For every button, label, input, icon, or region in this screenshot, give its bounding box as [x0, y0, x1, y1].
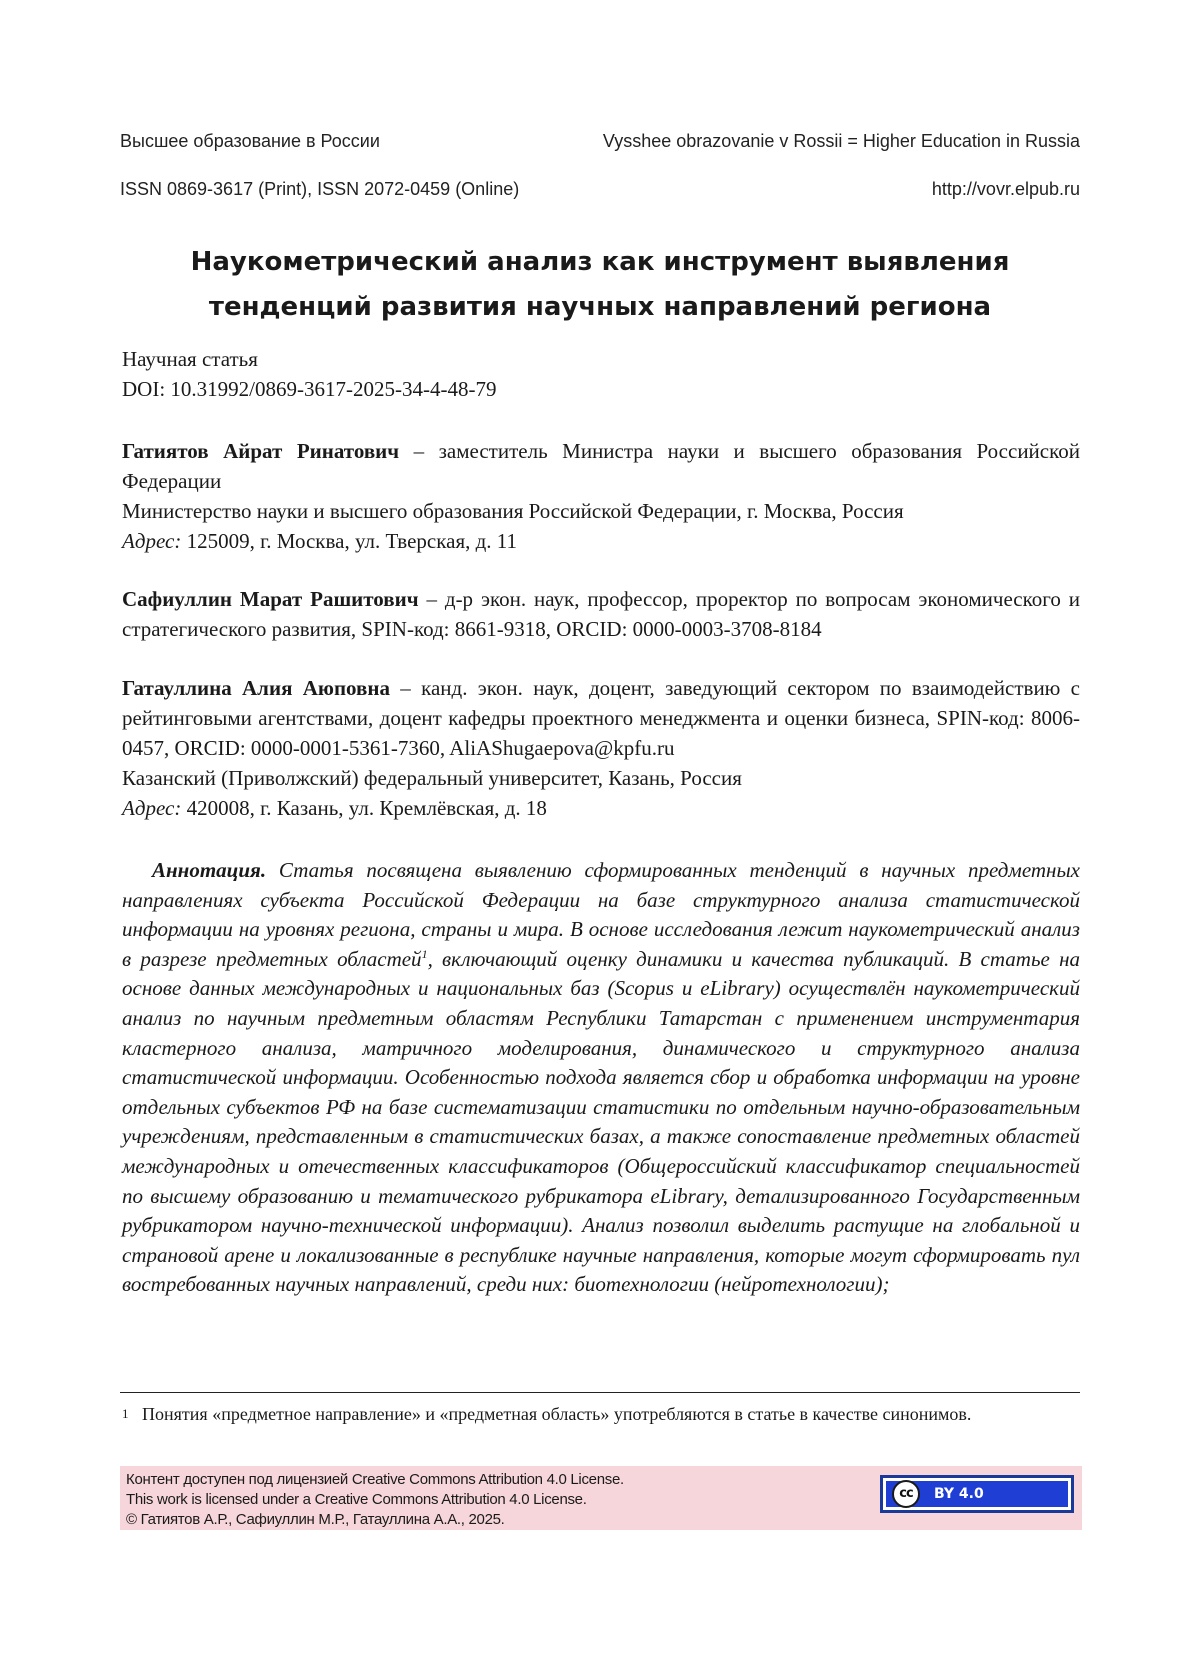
doi-link[interactable]: DOI: 10.31992/0869-3617-2025-34-4-48-79	[122, 377, 497, 401]
author-2-name: Сафиуллин Марат Рашитович	[122, 587, 419, 611]
cc-by-badge[interactable]	[880, 1475, 1074, 1513]
license-text	[126, 1470, 624, 1530]
author-1-name: Гатиятов Айрат Ринатович	[122, 439, 400, 463]
article-type: Научная статья	[122, 347, 258, 371]
license-line-ru: Контент доступен под лицензией Creative Commons Attribution 4.0 License.	[126, 1471, 624, 1488]
footnote-divider	[120, 1392, 1080, 1393]
author-2	[122, 584, 1080, 644]
abstract-text-2: , включающий оценку динамики и качества публикаций. В статье на основе данных международных и национальных баз (Scopus и eLibrary) осуществлён наукометрический анализ по научным предметным областям Республики Татарстан с применением инструментария кластерного анализа, матричного моделирования, динамического и структурного анализа статистической информации. Особенностью подхода является сбор и обработка информации на уровне отдельных субъектов РФ на базе систематизации статистики по отдельным научно-образовательным учреждениям, представленным в статистических базах, а также сопоставление предметных областей международных и отечественных классификаторов (Общероссийский классификатор специальностей по высшему образованию и тематического рубрикатора eLibrary, детализированного Государственным рубрикатором научно-технической информации). Анализ позволил выделить растущие на глобальной и страновой арене и локализованные в республике научные направления, которые могут сформировать пул востребованных научных направлений, среди них: биотехнологии (нейротехнологии);	[122, 946, 1080, 1297]
journal-title-en: Vysshee obrazovanie v Rossii = Higher Education in Russia	[602, 131, 1080, 151]
address-label: Адрес:	[122, 529, 182, 553]
author-1-role: – заместитель Министра науки и высшего образования Российской Федерации	[122, 439, 1080, 493]
abstract	[122, 856, 1080, 1300]
author-1-address	[122, 526, 1080, 556]
author-3-affiliation: Казанский (Приволжский) федеральный университет, Казань, Россия	[122, 766, 742, 790]
copyright-line: © Гатиятов А.Р., Сафиуллин М.Р., Гатауллина А.А., 2025.	[126, 1511, 505, 1528]
article-title	[120, 240, 1080, 330]
author-3	[122, 673, 1080, 823]
author-3-address-value: 420008, г. Казань, ул. Кремлёвская, д. 18	[181, 796, 547, 820]
author-2-role: – д-р экон. наук, профессор, проректор по вопросам экономического и стратегического развития, SPIN-код: 8661-9318, ORCID: 0000-0003-3708-8184	[122, 587, 1080, 641]
cc-license-version: BY 4.0	[934, 1486, 984, 1502]
license-box	[120, 1466, 1082, 1530]
footnote-number: 1	[122, 1406, 129, 1421]
author-3-address	[122, 793, 1080, 823]
author-1-address-value: 125009, г. Москва, ул. Тверская, д. 11	[181, 529, 518, 553]
footnote	[122, 1400, 1080, 1428]
abstract-label: Аннотация.	[152, 858, 267, 882]
journal-url-link[interactable]: http://vovr.elpub.ru	[931, 179, 1080, 199]
author-1-affiliation: Министерство науки и высшего образования Российской Федерации, г. Москва, Россия	[122, 499, 904, 523]
cc-badge-inner	[886, 1481, 1068, 1507]
article-meta	[122, 344, 1080, 404]
author-2-info	[122, 584, 1080, 644]
issn-header	[120, 179, 1080, 200]
journal-title-ru: Высшее образование в России	[120, 131, 380, 151]
issn: ISSN 0869-3617 (Print), ISSN 2072-0459 (Online)	[120, 179, 520, 199]
footnote-text: Понятия «предметное направление» и «предметная область» употребляются в статье в качестве синонимов.	[142, 1404, 972, 1424]
author-3-role: – канд. экон. наук, доцент, заведующий сектором по взаимодействию с рейтинговыми агентствами, доцент кафедры проектного менеджмента и оценки бизнеса, SPIN-код: 8006-0457, ORCID: 0000-0001-5361-7360, AliAShugaepova@kpfu.ru	[122, 676, 1080, 760]
article-title-line-1: Наукометрический анализ как инструмент выявления	[190, 247, 1010, 277]
journal-header	[120, 131, 1080, 152]
author-3-name: Гатауллина Алия Аюповна	[122, 676, 390, 700]
article-title-line-2: тенденций развития научных направлений региона	[208, 292, 992, 322]
author-3-info	[122, 673, 1080, 763]
license-line-en: This work is licensed under a Creative Commons Attribution 4.0 License.	[126, 1491, 587, 1508]
author-1-info	[122, 436, 1080, 496]
footnote-ref[interactable]: 1	[421, 946, 428, 961]
author-1	[122, 436, 1080, 556]
abstract-text-1: Статья посвящена выявлению сформированных тенденций в научных предметных направлениях субъекта Российской Федерации на базе структурного анализа статистической информации на уровнях региона, страны и мира. В основе исследования лежит наукометрический анализ в разрезе предметных областей	[122, 858, 1080, 971]
creative-commons-icon: cc	[892, 1480, 920, 1508]
address-label: Адрес:	[122, 796, 182, 820]
